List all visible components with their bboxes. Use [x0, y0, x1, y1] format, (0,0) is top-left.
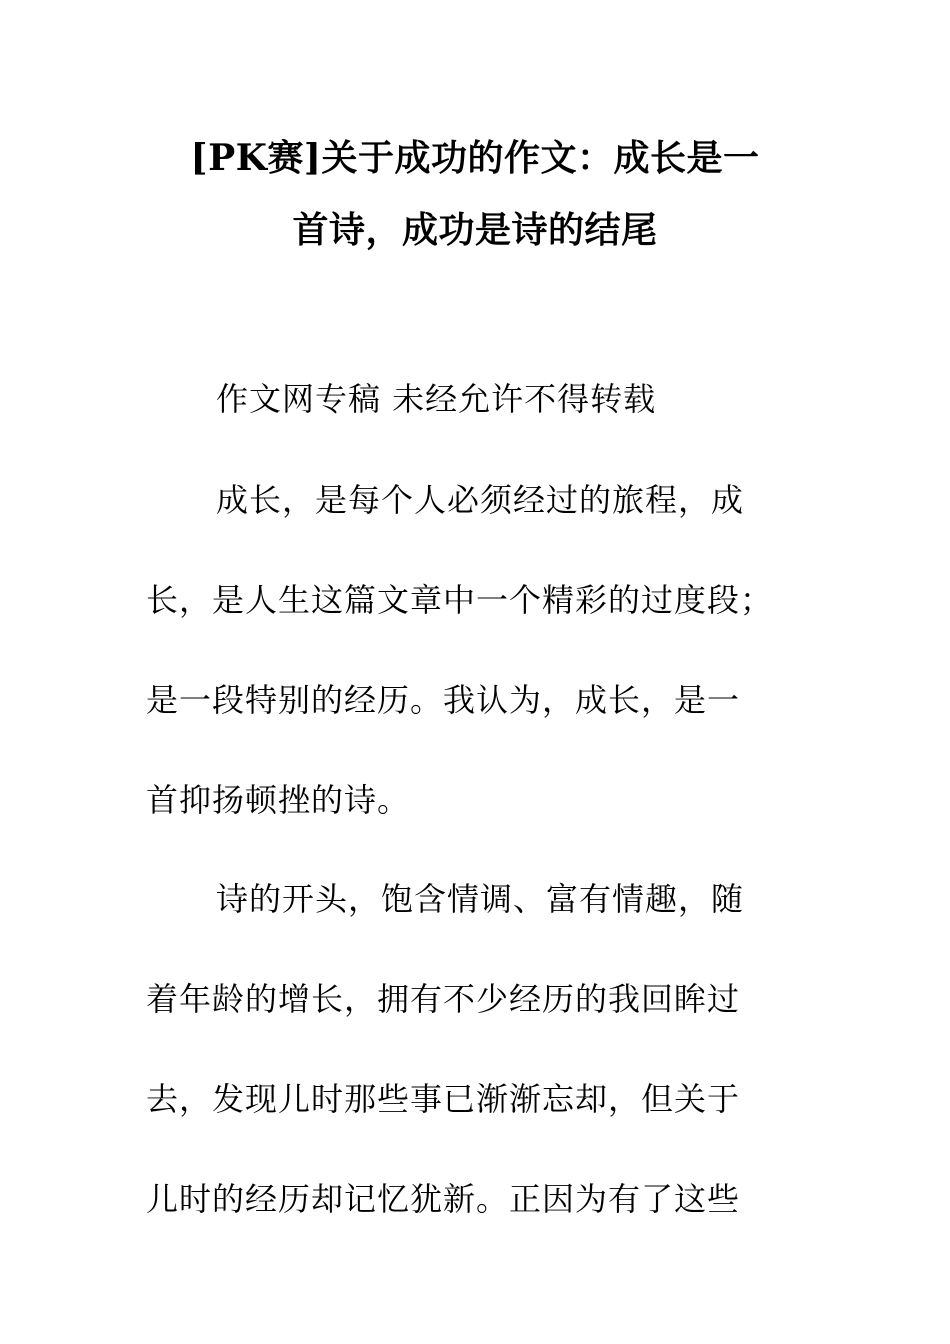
- paragraph-1-line-3: 是一段特别的经历。我认为，成长，是一: [146, 681, 741, 719]
- paragraph-2-line-1: 诗的开头，饱含情调、富有情趣，随: [216, 880, 745, 918]
- title-line-1: [PK赛]关于成功的作文：成长是一: [190, 137, 760, 179]
- paragraph-1-line-1: 成长，是每个人必须经过的旅程，成: [216, 481, 745, 519]
- paragraph-1-line-4: 首抑扬顿挫的诗。: [146, 781, 411, 819]
- byline: 作文网专稿 未经允许不得转载: [216, 380, 657, 418]
- paragraph-2-line-4: 儿时的经历却记忆犹新。正因为有了这些: [146, 1180, 741, 1218]
- paragraph-2-line-2: 着年龄的增长，拥有不少经历的我回眸过: [146, 980, 741, 1018]
- title-line-2: 首诗，成功是诗的结尾: [292, 209, 658, 251]
- paragraph-1-line-2: 长，是人生这篇文章中一个精彩的过度段；: [146, 581, 774, 619]
- paragraph-2-line-3: 去，发现儿时那些事已渐渐忘却，但关于: [146, 1080, 741, 1118]
